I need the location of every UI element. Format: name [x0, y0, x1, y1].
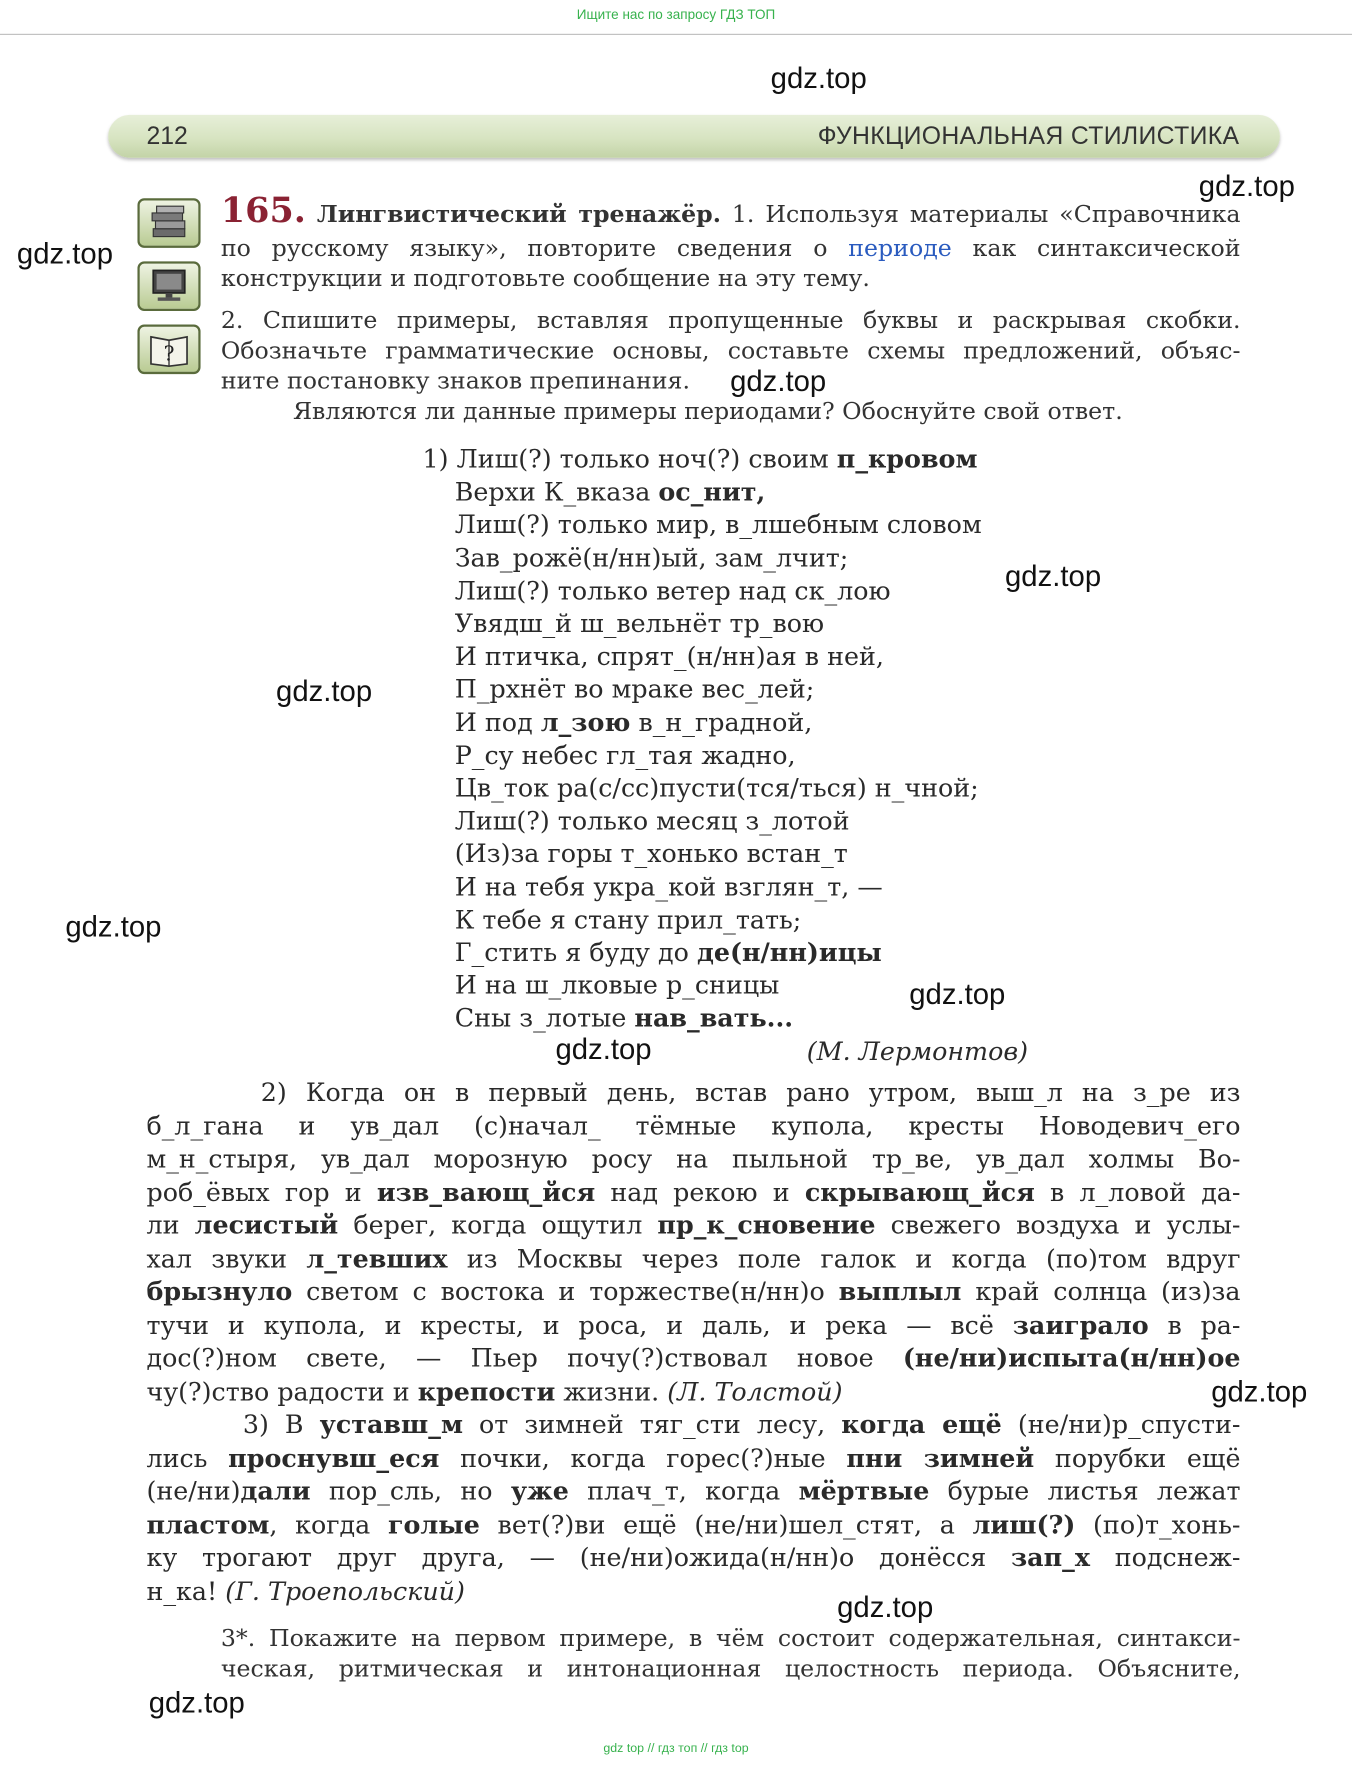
- watermark: gdz.top: [909, 976, 1006, 1011]
- task1-line2: [221, 233, 1241, 263]
- svg-text:?: ?: [163, 341, 175, 366]
- exercise-number: 165.: [220, 190, 306, 231]
- poem: 1) Лиш(?) только ноч(?) своим п_кровом Верхи К_вказа ос_нит, Лиш(?) только мир, в_лшебным словом Зав_рожё(н/нн)ый, зам_лчит; Лиш(?) только ветер над ск_лою Увядш_й ш_вельнёт тр_вою И птичка, спрят_(н/нн)ая в ней, П_рхнёт во мраке вес_лей; И под л_зою в_н_градной, Р_су небес гл_тая жадно, Цв_ток ра(с/сс)пусти(тся/ться) н_чной; Лиш(?) только месяц з_лотой (Из)за горы т_хонько встан_т И на тебя укра_кой взглян_т, — К тебе я стану прил_тать; Г_стить я буду до де(н/нн)ицы И на ш_лковые р_сницы Сны з_лотые нав_вать...: [422, 445, 982, 1034]
- example-3: 3) В уставш_м от зимней тяг_сти лесу, когда ещё (не/ни)р_спусти- лись проснувш_еся почки, когда горес(?)ные пни зимней порубки ещё (не/ни)дали пор_сль, но уже плач_т, когда мёртвые бурые листья лежат пластом, когда голые вет(?)ви ещё (не/ни)шел_стят, а лиш(?) (по)т_хонь- ку трогают друг друга, — (не/ни)ожида(н/нн)о донёсся зап_х подснеж- н_ка! (Г. Троепольский): [146, 1410, 1241, 1607]
- task1-text: как синтаксической: [972, 234, 1241, 262]
- bottom-banner: gdz top // гдз топ // гдз top: [603, 1741, 749, 1756]
- task1-text: по русскому языку», повторите сведения о: [220, 234, 828, 262]
- page-number: 212: [146, 121, 188, 150]
- task1-text: 1. Используя материалы «Справочника: [731, 200, 1241, 228]
- task3-line1: 3*. Покажите на первом примере, в чём состоит содержательная, синтакси-: [220, 1624, 1241, 1652]
- watermark: gdz.top: [1211, 1374, 1308, 1409]
- period-link[interactable]: периоде: [848, 234, 952, 262]
- task2-line2: Обозначьте грамматические основы, составьте схемы предложений, объяс-: [220, 336, 1241, 364]
- watermark: gdz.top: [276, 673, 373, 708]
- books-icon: [137, 198, 200, 248]
- task2-question: Являются ли данные примеры периодами? Обоснуйте свой ответ.: [292, 397, 1123, 425]
- top-divider: [0, 34, 1352, 35]
- example-2: 2) Когда он в первый день, встав рано утром, выш_л на з_ре из б_л_гана и ув_дал (с)начал_ тёмные купола, кресты Новодевич_его м_н_стыря, ув_дал морозную росу на пыльной тр_ве, ув_дал холмы Во- роб_ёвых гор и изв_вающ_йся над рекою и скрывающ_йся в л_ловой да- ли лесистый берег, когда ощутил пр_к_сновение свежего воздуха и услы- хал звуки л_тевших из Москвы через поле галок и когда (по)том вдруг брызнуло светом с востока и торжестве(н/нн)о выплыл край солнца (из)за тучи и купола, и кресты, и роса, и даль, и река — всё заиграло в ра- дос(?)ном свете, — Пьер почу(?)ствовал новое (не/ни)испыта(н/нн)ое чу(?)ство радости и крепости жизни. (Л. Толстой): [146, 1078, 1241, 1407]
- question-book-icon: [137, 324, 200, 374]
- watermark: gdz.top: [770, 60, 867, 95]
- poem-author: (М. Лермонтов): [806, 1037, 1029, 1067]
- watermark: gdz.top: [837, 1589, 934, 1624]
- watermark: gdz.top: [16, 236, 114, 271]
- task1-title: Лингвистический тренажёр.: [316, 199, 721, 228]
- watermark: gdz.top: [148, 1685, 245, 1720]
- section-title: ФУНКЦИОНАЛЬНАЯ СТИЛИСТИКА: [817, 121, 1240, 150]
- task2-line1: 2. Спишите примеры, вставляя пропущенные буквы и раскрывая скобки.: [220, 306, 1241, 334]
- task2-line3: ните постановку знаков препинания.: [220, 367, 690, 395]
- watermark: gdz.top: [1005, 558, 1102, 593]
- task1-line3: конструкции и подготовьте сообщение на эту тему.: [220, 264, 870, 292]
- watermark: gdz.top: [555, 1032, 652, 1066]
- watermark: gdz.top: [65, 909, 162, 944]
- task3-line2: ческая, ритмическая и интонационная целостность периода. Объясните,: [220, 1655, 1241, 1683]
- top-banner: Ищите нас по запросу ГДЗ ТОП: [576, 6, 776, 23]
- watermark: gdz.top: [730, 363, 827, 398]
- computer-icon: [137, 261, 200, 311]
- watermark: gdz.top: [1198, 169, 1295, 203]
- task1-line1: [220, 190, 1241, 231]
